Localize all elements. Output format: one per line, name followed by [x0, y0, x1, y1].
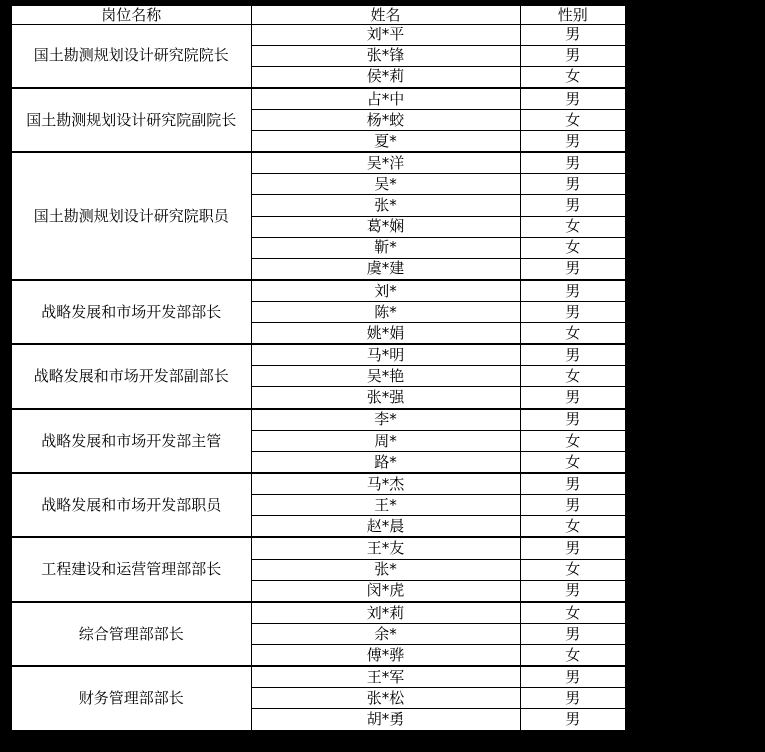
name-cell: 夏*	[251, 131, 520, 153]
name-cell: 张*	[251, 195, 520, 216]
gender-cell: 男	[520, 258, 626, 280]
name-cell: 刘*平	[251, 24, 520, 45]
name-cell: 马*杰	[251, 473, 520, 495]
position-cell: 国土勘测规划设计研究院副院长	[11, 88, 251, 152]
gender-cell: 女	[520, 645, 626, 667]
name-cell: 王*军	[251, 666, 520, 688]
name-cell: 占*中	[251, 88, 520, 110]
gender-cell: 男	[520, 688, 626, 709]
gender-cell: 女	[520, 430, 626, 451]
table-row	[11, 666, 626, 688]
gender-cell: 男	[520, 624, 626, 645]
name-cell: 吴*艳	[251, 366, 520, 387]
table-row	[11, 344, 626, 366]
roster-table-container	[10, 4, 625, 732]
column-header-position: 岗位名称	[11, 5, 251, 24]
position-cell: 综合管理部部长	[11, 602, 251, 666]
position-roster-table	[10, 4, 627, 732]
table-row	[11, 602, 626, 624]
gender-cell: 女	[520, 602, 626, 624]
name-cell: 胡*勇	[251, 709, 520, 731]
gender-cell: 女	[520, 216, 626, 237]
gender-cell: 男	[520, 195, 626, 216]
name-cell: 姚*娟	[251, 323, 520, 345]
name-cell: 傅*骅	[251, 645, 520, 667]
position-cell: 战略发展和市场开发部副部长	[11, 344, 251, 408]
gender-cell: 男	[520, 88, 626, 110]
table-row	[11, 152, 626, 174]
position-cell: 工程建设和运营管理部部长	[11, 537, 251, 601]
name-cell: 王*	[251, 495, 520, 516]
gender-cell: 男	[520, 45, 626, 66]
gender-cell: 女	[520, 237, 626, 258]
name-cell: 吴*洋	[251, 152, 520, 174]
name-cell: 余*	[251, 624, 520, 645]
name-cell: 张*松	[251, 688, 520, 709]
gender-cell: 男	[520, 280, 626, 302]
name-cell: 靳*	[251, 237, 520, 258]
position-cell: 国土勘测规划设计研究院职员	[11, 152, 251, 280]
name-cell: 陈*	[251, 301, 520, 322]
gender-cell: 女	[520, 559, 626, 580]
name-cell: 路*	[251, 451, 520, 473]
gender-cell: 男	[520, 131, 626, 153]
gender-cell: 男	[520, 473, 626, 495]
table-header-row	[11, 5, 626, 24]
name-cell: 张*强	[251, 387, 520, 409]
column-header-name: 姓名	[251, 5, 520, 24]
name-cell: 虞*建	[251, 258, 520, 280]
name-cell: 王*友	[251, 537, 520, 559]
name-cell: 赵*晨	[251, 516, 520, 538]
name-cell: 葛*娴	[251, 216, 520, 237]
gender-cell: 男	[520, 174, 626, 195]
gender-cell: 男	[520, 387, 626, 409]
name-cell: 李*	[251, 409, 520, 431]
table-row	[11, 24, 626, 45]
name-cell: 周*	[251, 430, 520, 451]
position-cell: 战略发展和市场开发部主管	[11, 409, 251, 473]
gender-cell: 男	[520, 580, 626, 602]
position-cell: 国土勘测规划设计研究院院长	[11, 24, 251, 88]
table-row	[11, 409, 626, 431]
gender-cell: 女	[520, 516, 626, 538]
gender-cell: 男	[520, 409, 626, 431]
name-cell: 闵*虎	[251, 580, 520, 602]
name-cell: 侯*莉	[251, 66, 520, 88]
name-cell: 刘*莉	[251, 602, 520, 624]
position-cell: 战略发展和市场开发部部长	[11, 280, 251, 344]
gender-cell: 男	[520, 537, 626, 559]
gender-cell: 男	[520, 666, 626, 688]
gender-cell: 女	[520, 366, 626, 387]
position-cell: 战略发展和市场开发部职员	[11, 473, 251, 537]
table-row	[11, 280, 626, 302]
gender-cell: 男	[520, 24, 626, 45]
column-header-gender: 性别	[520, 5, 626, 24]
gender-cell: 男	[520, 344, 626, 366]
table-row	[11, 88, 626, 110]
name-cell: 刘*	[251, 280, 520, 302]
gender-cell: 女	[520, 109, 626, 130]
name-cell: 马*明	[251, 344, 520, 366]
name-cell: 杨*蛟	[251, 109, 520, 130]
gender-cell: 男	[520, 709, 626, 731]
table-row	[11, 537, 626, 559]
name-cell: 吴*	[251, 174, 520, 195]
gender-cell: 女	[520, 66, 626, 88]
gender-cell: 男	[520, 301, 626, 322]
gender-cell: 女	[520, 323, 626, 345]
gender-cell: 男	[520, 495, 626, 516]
position-cell: 财务管理部部长	[11, 666, 251, 731]
gender-cell: 女	[520, 451, 626, 473]
name-cell: 张*	[251, 559, 520, 580]
name-cell: 张*锋	[251, 45, 520, 66]
table-row	[11, 473, 626, 495]
gender-cell: 男	[520, 152, 626, 174]
